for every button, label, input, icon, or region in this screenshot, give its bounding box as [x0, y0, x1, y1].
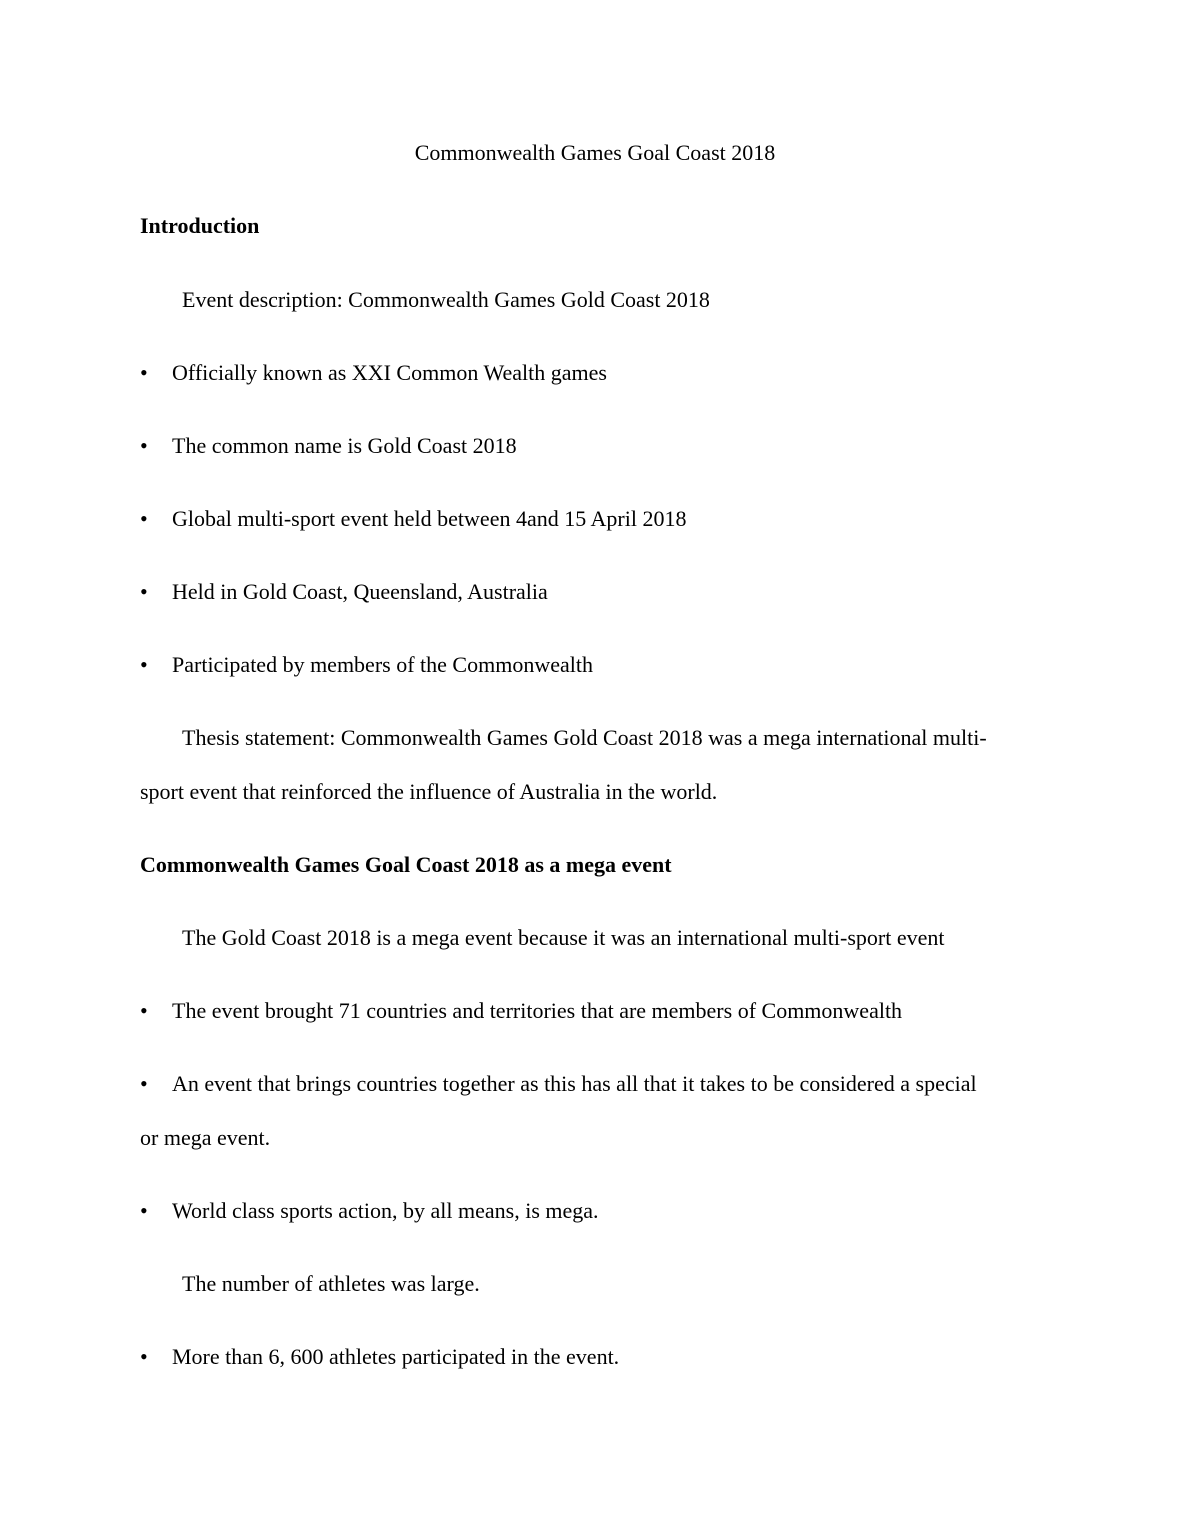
document-title: Commonwealth Games Goal Coast 2018 — [414, 140, 776, 165]
bullet-marker: • — [140, 1071, 148, 1096]
list-item-text: Held in Gold Coast, Queensland, Australia — [172, 579, 548, 604]
bullet-marker: • — [140, 998, 148, 1023]
thesis-statement-line-2: sport event that reinforced the influence of Australia in the world. — [140, 779, 718, 804]
bullet-marker: • — [140, 652, 148, 677]
mega-event-lead: The Gold Coast 2018 is a mega event because it was an international multi-sport event — [182, 925, 945, 950]
event-description: Event description: Commonwealth Games Gold Coast 2018 — [182, 287, 710, 312]
list-item-text: More than 6, 600 athletes participated in the event. — [172, 1344, 620, 1369]
list-item-text: World class sports action, by all means, is mega. — [172, 1198, 599, 1223]
list-item-text: An event that brings countries together as this has all that it takes to be considered a special — [172, 1071, 977, 1096]
list-item-continuation: or mega event. — [140, 1125, 271, 1150]
bullet-marker: • — [140, 506, 148, 531]
list-item-text: The common name is Gold Coast 2018 — [172, 433, 517, 458]
bullet-marker: • — [140, 1344, 148, 1369]
bullet-marker: • — [140, 1198, 148, 1223]
bullet-marker: • — [140, 433, 148, 458]
bullet-marker: • — [140, 579, 148, 604]
bullet-marker: • — [140, 360, 148, 385]
athletes-lead: The number of athletes was large. — [182, 1271, 480, 1296]
list-item-text: Global multi-sport event held between 4and 15 April 2018 — [172, 506, 687, 531]
section-heading-introduction: Introduction — [140, 213, 260, 238]
list-item-text: Officially known as XXI Common Wealth games — [172, 360, 607, 385]
section-heading-mega-event: Commonwealth Games Goal Coast 2018 as a mega event — [140, 852, 672, 877]
list-item-text: Participated by members of the Commonwealth — [172, 652, 593, 677]
list-item-text: The event brought 71 countries and territories that are members of Commonwealth — [172, 998, 903, 1023]
thesis-statement-line-1: Thesis statement: Commonwealth Games Gold Coast 2018 was a mega international multi- — [182, 725, 987, 750]
